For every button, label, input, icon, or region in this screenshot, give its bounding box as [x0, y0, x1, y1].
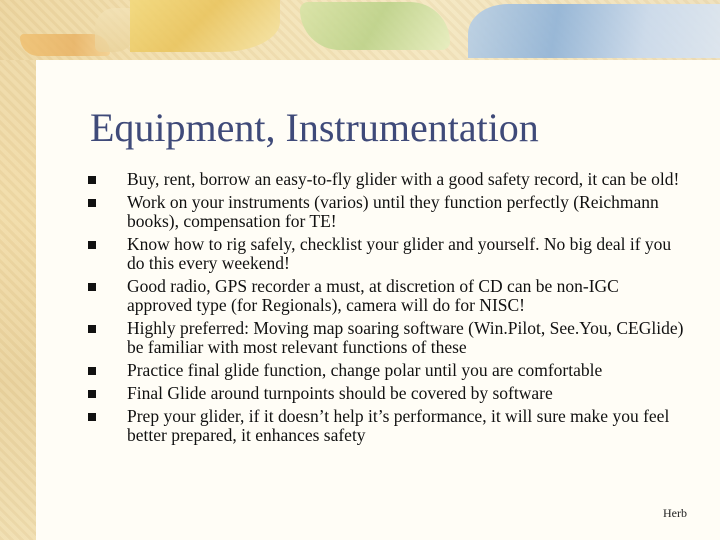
- square-bullet-icon: [88, 241, 96, 249]
- bullet-text: Prep your glider, if it doesn’t help it’s performance, it will sure make you feel better prepared, it enhances safety: [127, 405, 670, 446]
- bullet-item: [88, 361, 688, 380]
- left-decorative-band: [0, 0, 36, 540]
- green-leaf-decoration: [300, 2, 450, 50]
- pale-leaf-decoration: [95, 8, 135, 52]
- top-decorative-band: [0, 0, 720, 60]
- square-bullet-icon: [88, 283, 96, 291]
- bullet-item: [88, 193, 688, 232]
- bullet-text: Practice final glide function, change polar until you are comfortable: [127, 360, 603, 381]
- bullet-item: [88, 235, 688, 274]
- square-bullet-icon: [88, 325, 96, 333]
- bullet-text: Final Glide around turnpoints should be covered by software: [127, 382, 553, 403]
- square-bullet-icon: [88, 176, 96, 184]
- blue-leaf-decoration: [468, 4, 720, 58]
- bullet-item: [88, 277, 688, 316]
- bullet-text: Work on your instruments (varios) until they function perfectly (Reichmann books), compensation for TE!: [127, 191, 659, 232]
- slide-title: Equipment, Instrumentation: [90, 105, 539, 150]
- bullet-item: [88, 170, 688, 189]
- square-bullet-icon: [88, 413, 96, 421]
- bullet-text: Highly preferred: Moving map soaring software (Win.Pilot, See.You, CEGlide) be familiar with most relevant functions of these: [127, 318, 684, 358]
- footer-author: Herb: [663, 506, 687, 520]
- square-bullet-icon: [88, 199, 96, 207]
- yellow-leaf-decoration: [130, 0, 280, 52]
- bullet-text: Good radio, GPS recorder a must, at discretion of CD can be non-IGC approved type (for Regionals), camera will do for NISC!: [127, 275, 619, 316]
- bullet-list: [88, 170, 688, 449]
- bullet-item: [88, 319, 688, 358]
- bullet-text: Buy, rent, borrow an easy-to-fly glider with a good safety record, it can be old!: [127, 169, 680, 189]
- bullet-text: Know how to rig safely, checklist your glider and yourself. No big deal if you do this every weekend!: [127, 233, 672, 274]
- bullet-item: [88, 407, 688, 446]
- bullet-item: [88, 384, 688, 403]
- square-bullet-icon: [88, 367, 96, 375]
- square-bullet-icon: [88, 390, 96, 398]
